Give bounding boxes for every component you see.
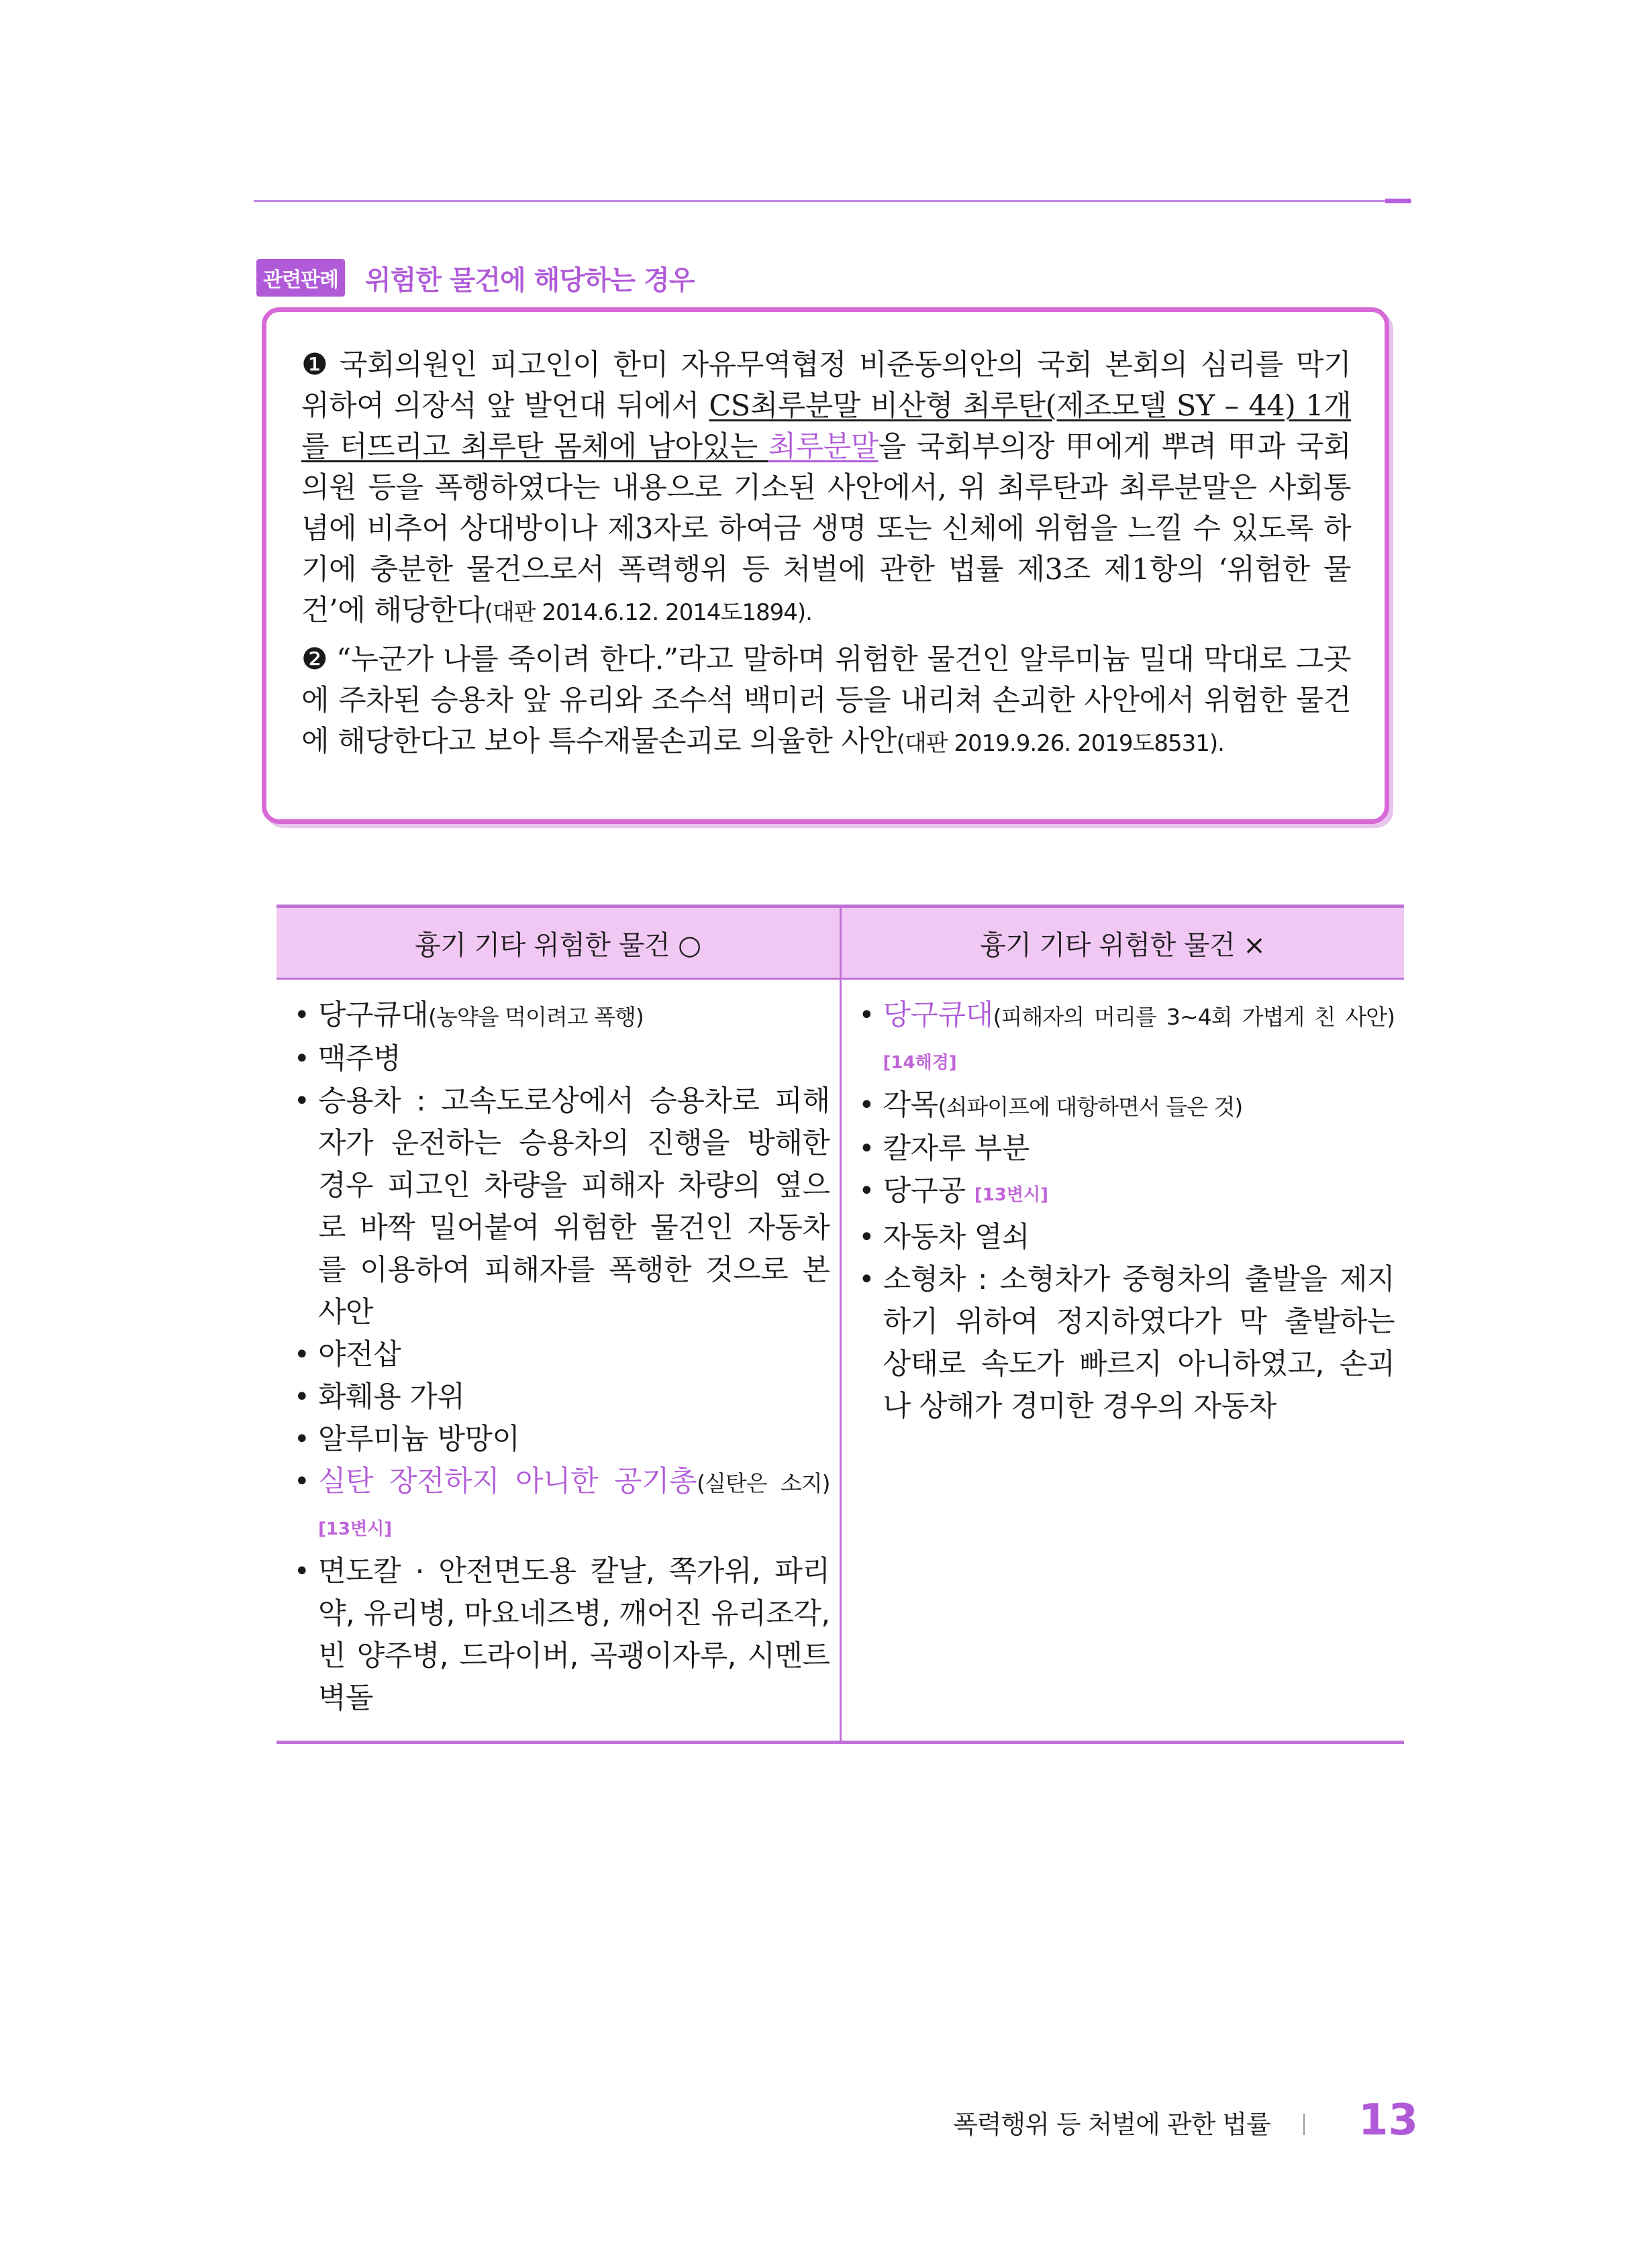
related-cases-box bbox=[262, 307, 1389, 824]
yes-item bbox=[291, 1419, 830, 1461]
yes-item-text: 승용차 : 고속도로상에서 승용차로 피해자가 운전하는 승용차의 진행을 방해한 경우 피고인 차량을 피해자 차량의 옆으로 바짝 밀어붙여 위험한 물건인 자동차를 이용하여 피해자를 폭행한 것으로 본 사안 bbox=[318, 1084, 830, 1329]
yes-item-note: (농약을 먹이려고 폭행) bbox=[428, 1004, 644, 1030]
yes-item-text: 화훼용 가위 bbox=[318, 1380, 465, 1414]
column-header-no: 흉기 기타 위험한 물건 × bbox=[840, 907, 1404, 979]
related-case-badge: 관련판례 bbox=[256, 259, 345, 297]
no-item-text: 소형차 : 소형차가 중형차의 출발을 제지하기 위하여 정지하였다가 막 출발하는 상태로 속도가 빠르지 아니하였고, 손괴나 상해가 경미한 경우의 자동차 bbox=[883, 1263, 1395, 1423]
footer-book-title: 폭력행위 등 처벌에 관한 법률 bbox=[953, 2110, 1270, 2139]
case-2-text: “누군가 나를 죽이려 한다.”라고 말하며 위험한 물건인 알루미늄 밀대 막대로 그곳에 주차된 승용차 앞 유리와 조수석 백미러 등을 내리쳐 손괴한 사안에서 위험한 물건에 해당한다고 보아 특수재물손괴로 의율한 사안 bbox=[301, 643, 1351, 758]
yes-item-text: 당구큐대 bbox=[318, 998, 429, 1032]
no-item bbox=[856, 1217, 1395, 1259]
no-item bbox=[856, 1128, 1395, 1170]
column-header-yes: 흉기 기타 위험한 물건 ○ bbox=[277, 907, 840, 979]
case-1-citation: (대판 2014.6.12. 2014도1894). bbox=[484, 599, 812, 626]
yes-item-exam-tag: [13변시] bbox=[318, 1519, 393, 1539]
case-2-number: ❷ bbox=[301, 642, 329, 676]
yes-item bbox=[291, 1551, 830, 1720]
no-item bbox=[856, 994, 1395, 1084]
section-header bbox=[256, 258, 694, 298]
no-item-list bbox=[856, 994, 1395, 1428]
yes-item bbox=[291, 1376, 830, 1419]
dangerous-object-table bbox=[277, 905, 1404, 1744]
column-yes-cell bbox=[277, 979, 840, 1743]
yes-item-text: 면도칼 · 안전면도용 칼날, 쪽가위, 파리약, 유리병, 마요네즈병, 깨어진 유리조각, 빈 양주병, 드라이버, 곡괭이자루, 시멘트벽돌 bbox=[318, 1555, 830, 1715]
case-1-highlight: 최루분말 bbox=[768, 430, 879, 464]
yes-item bbox=[291, 1080, 830, 1334]
case-2 bbox=[301, 639, 1351, 764]
top-rule bbox=[254, 200, 1411, 202]
yes-item-text: 실탄 장전하지 아니한 공기총 bbox=[318, 1465, 697, 1498]
no-item-note: (피해자의 머리를 3~4회 가볍게 친 사안) bbox=[993, 1004, 1395, 1030]
no-item bbox=[856, 1170, 1395, 1217]
no-item-text: 칼자루 부분 bbox=[883, 1132, 1030, 1166]
yes-item-text: 야전삽 bbox=[318, 1338, 401, 1372]
case-1-underlined: CS최루분말 비산형 최루탄(제조모델 SY – 44) 1개를 터뜨리고 최루탄 몸체에 남아있는 bbox=[301, 389, 1351, 464]
section-title: 위험한 물건에 해당하는 경우 bbox=[364, 264, 695, 296]
yes-item-list bbox=[291, 994, 830, 1720]
case-2-citation: (대판 2019.9.26. 2019도8531). bbox=[896, 730, 1224, 757]
yes-item bbox=[291, 994, 830, 1038]
no-item-text: 각목 bbox=[883, 1088, 938, 1122]
no-item bbox=[856, 1259, 1395, 1428]
top-rule-accent bbox=[1385, 199, 1411, 203]
yes-item-note: (실탄은 소지) bbox=[697, 1470, 830, 1496]
no-item-note: (쇠파이프에 대항하면서 들은 것) bbox=[938, 1094, 1243, 1120]
page-number: 13 bbox=[1358, 2096, 1419, 2145]
no-item bbox=[856, 1084, 1395, 1128]
footer-separator bbox=[1303, 2114, 1305, 2135]
yes-item-text: 알루미늄 방망이 bbox=[318, 1423, 520, 1456]
yes-item bbox=[291, 1334, 830, 1376]
no-item-exam-tag: [13변시] bbox=[974, 1185, 1048, 1205]
yes-item bbox=[291, 1461, 830, 1551]
no-item-text: 자동차 열쇠 bbox=[883, 1221, 1030, 1254]
case-1-number: ❶ bbox=[301, 348, 332, 382]
column-no-cell bbox=[840, 979, 1404, 1743]
no-item-text: 당구큐대 bbox=[883, 998, 993, 1032]
no-item-exam-tag: [14해경] bbox=[883, 1053, 957, 1073]
yes-item-text: 맥주병 bbox=[318, 1042, 401, 1076]
case-1-text-post: 을 국회부의장 甲에게 뿌려 甲과 국회의원 등을 폭행하였다는 내용으로 기소된 사안에서, 위 최루탄과 최루분말은 사회통념에 비추어 상대방이나 제3자로 하여금 생명 또는 신체에 위험을 느낄 수 있도록 하기에 충분한 물건으로서 폭력행위 등 처벌에 관한 법률 제3조 제1항의 ‘위험한 물건’에 해당한다 bbox=[301, 430, 1351, 627]
yes-item bbox=[291, 1038, 830, 1080]
case-1-text-pre: 국회의원인 피고인이 한미 자유무역협정 비준동의안의 국회 본회의 심리를 막기 위하여 의장석 앞 발언대 뒤에서 bbox=[301, 348, 1351, 423]
case-1 bbox=[301, 344, 1351, 633]
no-item-text: 당구공 bbox=[883, 1174, 966, 1208]
